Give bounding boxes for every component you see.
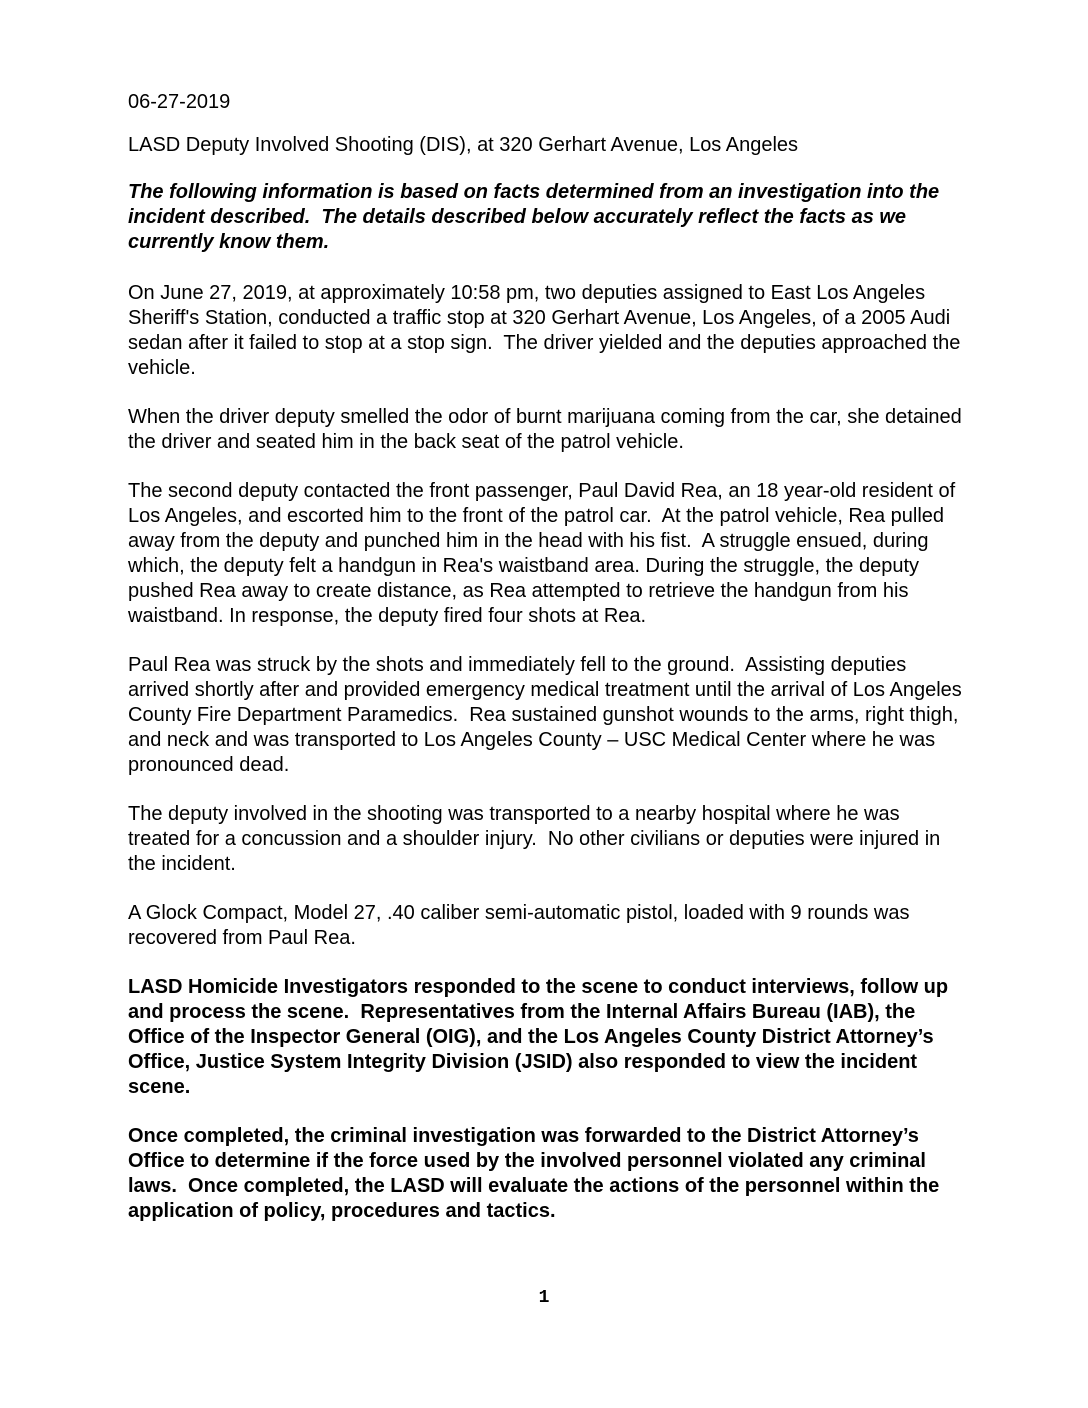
body-paragraph-4: Paul Rea was struck by the shots and immediately fell to the ground. Assisting deputies arrived shortly after and provided emergency medical treatment until the arrival of Los Angeles County Fire Department Paramedics. Rea sustained gunshot wounds to the arms, right thigh, and neck and was transported to Los Angeles County – USC Medical Center where he was pronounced dead. (128, 654, 968, 776)
page-number: 1 (538, 1288, 550, 1308)
disclaimer-paragraph: The following information is based on facts determined from an investigation into the incident described. The details described below accurately reflect the facts as we currently know them. (128, 181, 945, 253)
body-paragraph-3: The second deputy contacted the front passenger, Paul David Rea, an 18 year-old resident of Los Angeles, and escorted him to the front of the patrol car. At the patrol vehicle, Rea pulled away from the deputy and punched him in the head with his fist. A struggle ensued, during which, the deputy felt a handgun in Rea's waistband area. During the struggle, the deputy pushed Rea away to create distance, as Rea attempted to retrieve the handgun from his waistband. In response, the deputy fired four shots at Rea. (128, 480, 961, 627)
body-paragraph-1: On June 27, 2019, at approximately 10:58 pm, two deputies assigned to East Los Angeles Sheriff's Station, conducted a traffic stop at 320 Gerhart Avenue, Los Angeles, of a 2005 Audi sedan after it failed to stop at a stop sign. The driver yielded and the deputies approached the vehicle. (128, 282, 966, 379)
body-paragraph-6: A Glock Compact, Model 27, .40 caliber semi-automatic pistol, loaded with 9 rounds was recovered from Paul Rea. (128, 902, 916, 949)
page-footer (0, 1288, 1088, 1308)
body-paragraph-5: The deputy involved in the shooting was transported to a nearby hospital where he was treated for a concussion and a shoulder injury. No other civilians or deputies were injured in the incident. (128, 803, 946, 875)
document-date: 06-27-2019 (128, 91, 231, 113)
body-paragraph-7-bold: LASD Homicide Investigators responded to the scene to conduct interviews, follow up and process the scene. Representatives from the Internal Affairs Bureau (IAB), the Office of the Inspector General (OIG), and the Los Angeles County District Attorney’s Office, Justice System Integrity Division (JSID) also responded to view the incident scene. (128, 976, 954, 1098)
body-paragraph-8-bold: Once completed, the criminal investigation was forwarded to the District Attorney’s Office to determine if the force used by the involved personnel violated any criminal laws. Once completed, the LASD will evaluate the actions of the personnel within the application of policy, procedures and tactics. (128, 1125, 945, 1222)
body-paragraph-2: When the driver deputy smelled the odor of burnt marijuana coming from the car, she detained the driver and seated him in the back seat of the patrol vehicle. (128, 406, 968, 453)
document-content (128, 90, 968, 1248)
document-title: LASD Deputy Involved Shooting (DIS), at 320 Gerhart Avenue, Los Angeles (128, 134, 799, 156)
